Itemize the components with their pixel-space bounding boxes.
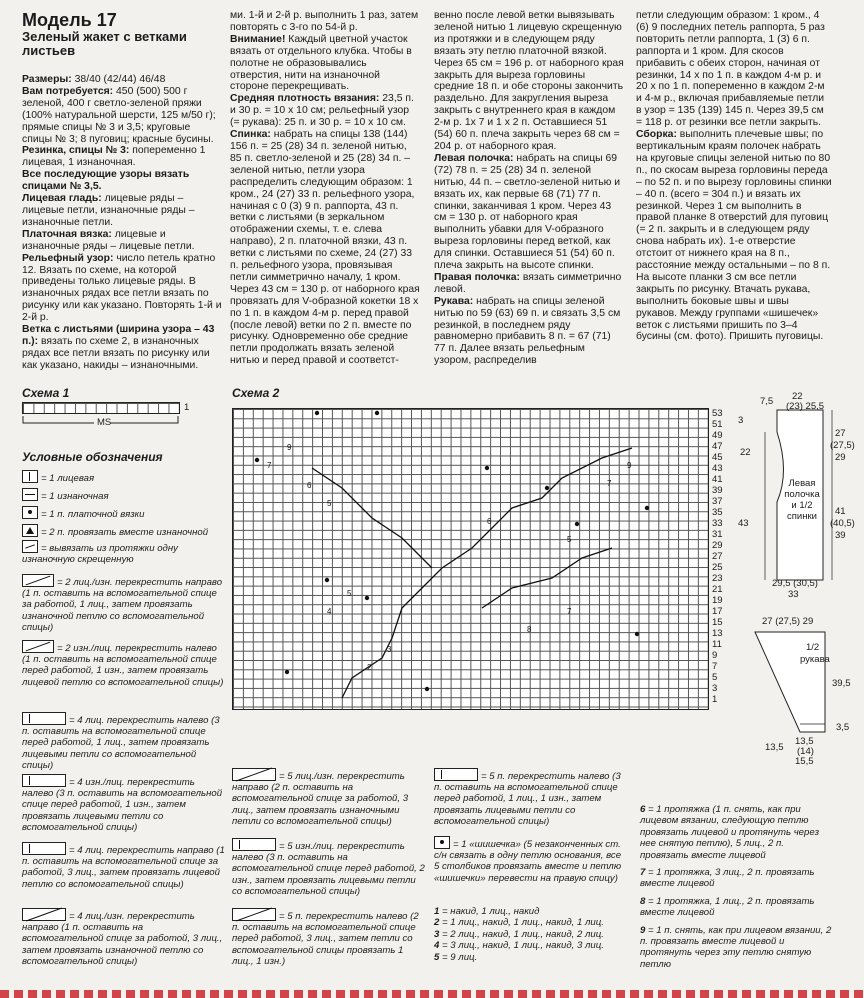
cell-label: 2 (367, 663, 372, 672)
cell-label: 4 (327, 607, 332, 616)
page-subtitle: Зеленый жакет с ветками листьев (22, 29, 187, 58)
dim-label: 33 (788, 589, 799, 600)
dim-label: 13,5 (795, 736, 814, 747)
back-text: набрать на спицы 138 (144) 156 п. = 25 (28) 34 п. зеленой нитью, 85 п. светло-зеленой и 25 (28) 34 п. – зеленой нитью, петли узора распределить следующим образом: 1 кром., 24 (27) 33 п. рельефного узора, начиная с 0 (3) 9 п. раппорта, 43 п. ветки с листьями (в зеркальном отображении схемы, т. е. слева направо), 2 п. платочной вязки, 43 п. ветки с листьями по схеме, 24 (27) 33 п. рельефного узора, провязывая петли симметрично началу, 1 кром. Через 43 см = 130 р. от наборного края провязать для V-образной кокетки 18 x по 1 п. в каждом 4-м р. перед правой (после левой) ветки по 2 п. вместе по рисунку. Одновременно обе средние петли продолжать вязать зеленой нитью и перед правой и соответст- (230, 129, 420, 367)
abbrev-item (434, 952, 624, 963)
abbrev-item (434, 906, 624, 917)
legend-item (22, 842, 227, 890)
column-3 (434, 10, 624, 367)
legend-text: = 4 лиц./изн. перекрестить направо (1 п. оставить на вспомогательной спице за работой, 3 лиц., затем провязать изнаночной петлю со вспомогательной спицы) (22, 911, 223, 967)
abbrev-num: 2 (434, 917, 440, 929)
abbrev-text: = 1 протяжка, 3 лиц., 2 п. провязать вместе лицевой (640, 867, 815, 890)
abbrev-list (434, 906, 624, 963)
dim-label: 39 (835, 530, 846, 541)
row-number: 13 (712, 628, 723, 639)
legend-item (434, 768, 624, 827)
legend-item (232, 768, 427, 827)
cable-5-left-icon (232, 908, 276, 921)
scheme1-row: 1 (184, 402, 190, 413)
need-label: Вам потребуется: (22, 85, 114, 97)
legend-item (22, 908, 227, 967)
row-number: 49 (712, 430, 723, 441)
relief-text: число петель кратно 12. Вязать по схеме, на которой приведены только лицевые ряды. В изнаночных рядах все петли вязать по рисунку или как указано. Повторять 1-й и 2-й р. (22, 252, 222, 324)
cell-label: 6 (487, 517, 492, 526)
bobble (375, 411, 379, 415)
all-label: Все последующие узоры вязать спицами № 3,5. (22, 169, 190, 193)
row-number: 1 (712, 694, 718, 705)
bobble (425, 687, 429, 691)
row-number: 47 (712, 441, 723, 452)
dim-label: 7,5 (760, 396, 774, 407)
legend-text: = 5 п. перекрестить налево (2 п. оставить на вспомогательной спице перед работой, 3 лиц., затем петли со вспомогательной спицы провязать 1 лиц., 1 изн.) (232, 911, 419, 967)
row-number: 11 (712, 639, 722, 650)
sizes-label: Размеры: (22, 74, 72, 85)
twisted-icon (22, 540, 38, 553)
row-number: 19 (712, 595, 723, 606)
row-number: 25 (712, 562, 723, 573)
left-label: Левая полочка: (434, 152, 514, 164)
cell-label: 8 (527, 625, 532, 634)
row-number: 21 (712, 584, 723, 595)
dim-label: (14) (797, 746, 814, 757)
legend-item (232, 838, 427, 897)
legend-text: = вывязать из протяжки одну изнаночную скрещенную (22, 543, 178, 566)
row-number: 17 (712, 606, 723, 617)
assembly-text: выполнить плечевые швы; по вертикальным краям полочек набрать на круговые спицы зеленой нитью по 80 п., по скосам выреза горловины переда – по 52 п. и по вырезу горловины спинки – 40 п. (всего = 304 п.) и вязать их резинкой. Через 1 см выполнить в правой планке 8 отверстий для пуговиц (= 2 п. закрыть и в следующем ряду снова набрать их). 1-е отверстие отстоит от нижнего края на 8 п., расстояние между остальными – по 8 п. На высоте планки 3 см все петли закрыть по рисунку. Втачать рукава, выполнить боковые швы и швы рукавов. Между группами «шишечек» веток с листьями пришить по 3–4 бусины (см. фото). Пришить пуговицы. (636, 129, 832, 343)
column-2 (230, 10, 420, 367)
relief-label: Рельефный узор: (22, 252, 114, 264)
legend-text: = 5 изн./лиц. перекрестить налево (3 п. оставить на вспомогательной спице перед работой, 2 изн., затем провязать лицевыми петли со вспомогательной спицы) (232, 841, 425, 897)
row-number: 53 (712, 408, 723, 419)
right-para (434, 272, 624, 296)
legend-title: Условные обозначения (22, 450, 163, 464)
bobble (285, 670, 289, 674)
cell-label: 7 (567, 607, 572, 616)
attn-para (230, 34, 420, 94)
legend-text: = 2 лиц./изн. перекрестить направо (1 п. оставить на вспомогательной спице за работой, 1 лиц., затем провязать изнаночной петлю со вспомогательной спицы) (22, 577, 223, 633)
sleeve-para (434, 296, 624, 367)
legend-text: = 1 изнаночная (41, 491, 109, 502)
dim-label: 27 (27,5) 29 (762, 616, 814, 627)
legend-item (434, 836, 624, 884)
legend-item (22, 712, 227, 771)
legend-item (22, 774, 227, 833)
abbrev-text: = накид, 1 лиц., накид (442, 906, 540, 917)
scheme2-motif (232, 408, 708, 709)
column-4 (636, 10, 832, 343)
abbrev-num: 8 (640, 895, 646, 907)
row-number: 39 (712, 485, 723, 496)
legend-list-2 (232, 768, 427, 988)
all-para (22, 169, 222, 193)
knit-icon (22, 470, 38, 483)
attn-text: Каждый цветной участок вязать от отдельного клубка. Чтобы в полотне не образовывались отверстия, нити на изнаночной стороне перекрещивать. (230, 33, 412, 93)
row-number: 3 (712, 683, 718, 694)
legend-text: = 5 лиц./изн. перекрестить направо (2 п. оставить на вспомогательной спице за работой, 3 лиц., затем провязать изнаночными петли со вспомогательной спицы) (232, 771, 409, 827)
row-number: 9 (712, 650, 718, 661)
right-label: Правая полочка: (434, 271, 520, 283)
row-number: 15 (712, 617, 723, 628)
sleeve-label: Рукава: (434, 295, 474, 307)
attn-label: Внимание! (230, 33, 286, 45)
cell-label: 3 (387, 645, 392, 654)
abbrev-item (434, 940, 624, 951)
back-label: Спинка: (230, 129, 271, 141)
row-number: 51 (712, 419, 723, 430)
dens-para (230, 93, 420, 129)
cable-4-right-icon (22, 842, 66, 855)
abbrev-text: = 1 п. снять, как при лицевом вязании, 2 п. провязать вместе лицевой и протянуть через эту петлю снятую петлю (640, 924, 832, 970)
abbrev-num: 7 (640, 867, 646, 879)
legend-item (22, 470, 227, 484)
cable-4-right-purl-icon (22, 908, 66, 921)
row-number: 23 (712, 573, 723, 584)
abbrev-text: = 1 протяжка (1 п. снять, как при лицевом вязании, следующую петлю провязать лицевой и протянуть через нее снятую петлю), 5 лиц., 2 п. провязать вместе лицевой (640, 804, 820, 861)
col2-intro: ми. 1-й и 2-й р. выполнить 1 раз, затем повторять с 3-го по 54-й р. (230, 10, 419, 33)
abbrev-text: = 2 лиц., накид, 1 лиц., накид, 2 лиц. (442, 928, 604, 940)
legend-text: = 2 изн./лиц. перекрестить налево (1 п. оставить на вспомогательной спице перед работой, 1 изн., затем провязать лицевой петлю со вспомогательной спицы) (22, 643, 224, 688)
cable-right-icon (22, 574, 54, 587)
scheme2-labels (267, 443, 632, 672)
bobble (635, 632, 639, 636)
rib-para (22, 145, 222, 169)
dim-label: 29 (835, 452, 846, 463)
abbrev-item (640, 925, 835, 971)
row-number: 43 (712, 463, 723, 474)
branch-line (342, 448, 632, 698)
legend-item (22, 506, 227, 520)
purl-icon (22, 488, 38, 501)
scheme2-branches (312, 448, 632, 698)
cell-label: 7 (607, 479, 612, 488)
dim-label: (27,5) (830, 440, 855, 451)
dim-label: 29,5 (30,5) (772, 578, 818, 589)
decrease-icon (22, 524, 38, 537)
dim-label: 39,5 (832, 678, 851, 689)
abbrev-num: 4 (434, 940, 440, 952)
bobble (315, 411, 319, 415)
bobble (485, 466, 489, 470)
row-number: 31 (712, 529, 723, 540)
row-number: 33 (712, 518, 723, 529)
relief-para (22, 253, 222, 324)
legend-item (22, 488, 227, 502)
abbrev-item (434, 929, 624, 940)
assembly-label: Сборка: (636, 129, 677, 141)
back-para (230, 129, 420, 367)
abbrev-num: 6 (640, 804, 646, 815)
abbrev-item (640, 867, 835, 890)
abbrev-num: 5 (434, 951, 440, 963)
col3-intro: венно после левой ветки вывязывать зеленой нитью 1 лицевую скрещенную из протяжки и в следующем ряду вязать эту петлю платочной вязкой. Через 65 см = 196 р. от наборного края закрыть для выреза горловины средние 18 п. и обе стороны закончить раздельно. Для закругления выреза закрыть с внутреннего края в каждом 2-м р. 1x 7 и 1 x 2 п. Оставшиеся 51 (54) 60 п. плеча закрыть через 68 см = 204 р. от наборного края. (434, 10, 624, 152)
sleeve-label-2: рукава (800, 654, 830, 665)
dim-label: 3 (738, 415, 744, 426)
row-number: 29 (712, 540, 723, 551)
dens-label: Средняя плотность вязания: (230, 93, 380, 105)
left-para (434, 153, 624, 272)
scheme1-label: MS (97, 417, 112, 428)
need-para (22, 86, 222, 146)
scheme2-title: Схема 2 (232, 386, 280, 400)
scheme1-grid (22, 402, 180, 414)
stock-text: лицевые ряды – лицевые петли, изнаночные ряды – изнаночные петли. (22, 193, 195, 228)
garter-para (22, 229, 222, 253)
legend-text: = 4 лиц. перекрестить налево (3 п. оставить на вспомогательной спице перед работой, 1 лиц., затем провязать лицевыми петли со вспомогательной спицы) (22, 715, 220, 771)
cell-label: 5 (567, 535, 572, 544)
abbrev-num: 1 (434, 906, 440, 917)
legend-item (22, 640, 227, 688)
bobble (645, 506, 649, 510)
abbrev-item (640, 804, 835, 861)
legend-item (232, 908, 427, 967)
dens-text: 23,5 п. и 30 р. = 10 x 10 см; рельефный узор (= рукава): 25 п. и 30 р. = 10 x 10 см. (230, 93, 414, 129)
right-text: вязать симметрично левой. (434, 271, 622, 295)
legend-text: = 2 п. провязать вместе изнаночной (41, 527, 209, 538)
row-number: 37 (712, 496, 723, 507)
assembly-para (636, 129, 832, 343)
abbrev-text: = 9 лиц. (442, 951, 478, 963)
garter-label: Платочная вязка: (22, 228, 112, 240)
abbrev-item (434, 917, 624, 928)
legend-list-3 (434, 768, 629, 884)
need-text: 450 (500) 500 г зеленой, 400 г светло-зеленой пряжи (100% натуральной шерсти, 125 м/50 г); прямые спицы № 3 и 3,5; круговые спицы № 3; 8 пуговиц; красные бусины. (22, 85, 216, 145)
dim-label: (23) 25,5 (786, 401, 825, 412)
bobble-icon (434, 836, 450, 849)
cell-label: 7 (267, 461, 272, 470)
bobble (575, 522, 579, 526)
cell-label: 9 (287, 443, 292, 452)
cable-5-left-purl-icon (232, 838, 276, 851)
legend-text: = 4 изн./лиц. перекрестить налево (3 п. оставить на вспомогательной спице перед работой, 1 изн., затем провязать лицевыми петли со вспомогательной спицы) (22, 777, 223, 833)
row-number: 27 (712, 551, 723, 562)
cable-5-left-knit-icon (434, 768, 478, 781)
abbrev-num: 3 (434, 928, 440, 940)
row-number: 41 (712, 474, 723, 485)
cable-4-left-purl-icon (22, 774, 66, 787)
rib-text: попеременно 1 лицевая, 1 изнаночная. (22, 145, 206, 169)
cable-4-left-icon (22, 712, 66, 725)
cell-label: 6 (307, 481, 312, 490)
legend-text: = 1 «шишечка» (5 незаконченных ст. с/н связать в одну петлю основания, все 5 столбиков провязать вместе и петлю «шишечки» перевести на правую спицу) (434, 839, 622, 884)
scheme1-title: Схема 1 (22, 386, 70, 400)
cable-left-icon (22, 640, 54, 653)
column-1 (22, 74, 222, 372)
scheme2-bobbles (255, 411, 649, 691)
abbrev-text: = 1 протяжка, 1 лиц., 2 п. провязать вместе лицевой (640, 895, 815, 919)
sizes-text: 38/40 (42/44) 46/48 (71, 74, 166, 85)
stock-label: Лицевая гладь: (22, 193, 102, 205)
bobble (325, 578, 329, 582)
sizes-para (22, 74, 222, 86)
legend-text: = 5 п. перекрестить налево (3 п. оставить на вспомогательной спице перед работой, 1 лиц., 1 изн., затем провязать лицевыми петли со вспомогательной спицы) (434, 771, 621, 827)
page-title: Модель 17 (22, 10, 117, 30)
rib-label: Резинка, спицы № 3: (22, 145, 130, 157)
branch-line (482, 548, 612, 608)
legend-text: = 1 лицевая (41, 473, 95, 484)
legend-list (22, 470, 232, 990)
dim-label: (40,5) (830, 518, 855, 529)
legend-text: = 4 лиц. перекрестить направо (1 п. оставить на вспомогательной спице за работой, 3 лиц., затем провязать лицевой петлю со вспомогательной спицы) (22, 845, 225, 890)
dim-label: 22 (792, 391, 803, 402)
garter-icon (22, 506, 38, 519)
legend-item (22, 574, 227, 633)
row-number: 35 (712, 507, 723, 518)
cell-label: 5 (347, 589, 352, 598)
left-text: набрать на спицы 69 (72) 78 п. = 25 (28) 34 п. зеленой нитью, 44 п. – светло-зеленой нитью и вязать их, как первые 68 (71) 77 п. спинки, заканчивая 1 кром. Через 43 см = 130 р. от наборного края выполнить убавки для V-образного выреза горловины перед веткой, как для спинки. Оставшиеся 51 (54) 60 п. плеча закрыть на высоте спинки. (434, 152, 621, 272)
abbrev-text: = 1 лиц., накид, 1 лиц., накид, 1 лиц. (442, 917, 604, 929)
legend-item (22, 540, 227, 565)
dim-label: 15,5 (795, 756, 814, 767)
dim-label: 13,5 (765, 742, 784, 753)
cell-label: 5 (327, 499, 332, 508)
legend-text: = 1 п. платочной вязки (41, 509, 145, 520)
branch-line (312, 468, 432, 568)
bobble (255, 458, 259, 462)
row-number: 7 (712, 661, 718, 672)
abbrev-item (640, 896, 835, 919)
abbrev-text: = 3 лиц., накид, 1 лиц., накид, 3 лиц. (442, 940, 604, 952)
abbrev-num: 9 (640, 924, 646, 936)
dim-label: 3,5 (836, 722, 850, 733)
dim-label: 27 (835, 428, 846, 439)
pattern-front-label: Левая полочка и 1/2 спинки (784, 478, 820, 522)
dim-label: 43 (738, 518, 749, 529)
bottom-border (0, 990, 864, 998)
legend-item (22, 524, 227, 538)
dim-label: 41 (835, 506, 846, 517)
branch-label: Ветка с листьями (ширина узора – 43 п.): (22, 324, 215, 347)
sleeve-label-1: 1/2 (806, 642, 820, 653)
sleeve-text: набрать на спицы зеленой нитью по 59 (63) 69 п. и связать 3,5 см резинкой, в последнем ряду равномерно прибавить 8 п. = 67 (71) 77 п. Далее вязать рельефным узором, распределив (434, 295, 621, 367)
cell-label: 9 (627, 461, 632, 470)
garter-text: лицевые и изнаночные ряды – лицевые петли. (22, 228, 195, 252)
row-number: 5 (712, 672, 718, 683)
stock-para (22, 193, 222, 229)
branch-para (22, 324, 222, 372)
dim-label: 22 (740, 447, 751, 458)
branch-text: вязать по схеме 2, в изнаночных рядах все петли вязать по рисунку или как указано, накиды – изнаночными. (22, 335, 210, 371)
bobble (365, 596, 369, 600)
abbrev-list-2 (640, 804, 835, 970)
cable-5-right-icon (232, 768, 276, 781)
row-number: 45 (712, 452, 723, 463)
col4-intro: петли следующим образом: 1 кром., 4 (6) 9 последних петель раппорта, 5 раз повторить петли раппорта, 1 (3) 6 п. раппорта и 1 кром. Для скосов прибавить с обеих сторон, начиная от резинки, 14 x по 1 п. в каждом 4-м р. и 20 x по 1 п. попеременно в каждом 2-м и 4-м р., включая прибавляемые петли в узор = 135 (139) 145 п. Через 39,5 см = 118 р. от резинки все петли закрыть. (636, 10, 825, 129)
bobble (545, 486, 549, 490)
header (22, 10, 222, 61)
